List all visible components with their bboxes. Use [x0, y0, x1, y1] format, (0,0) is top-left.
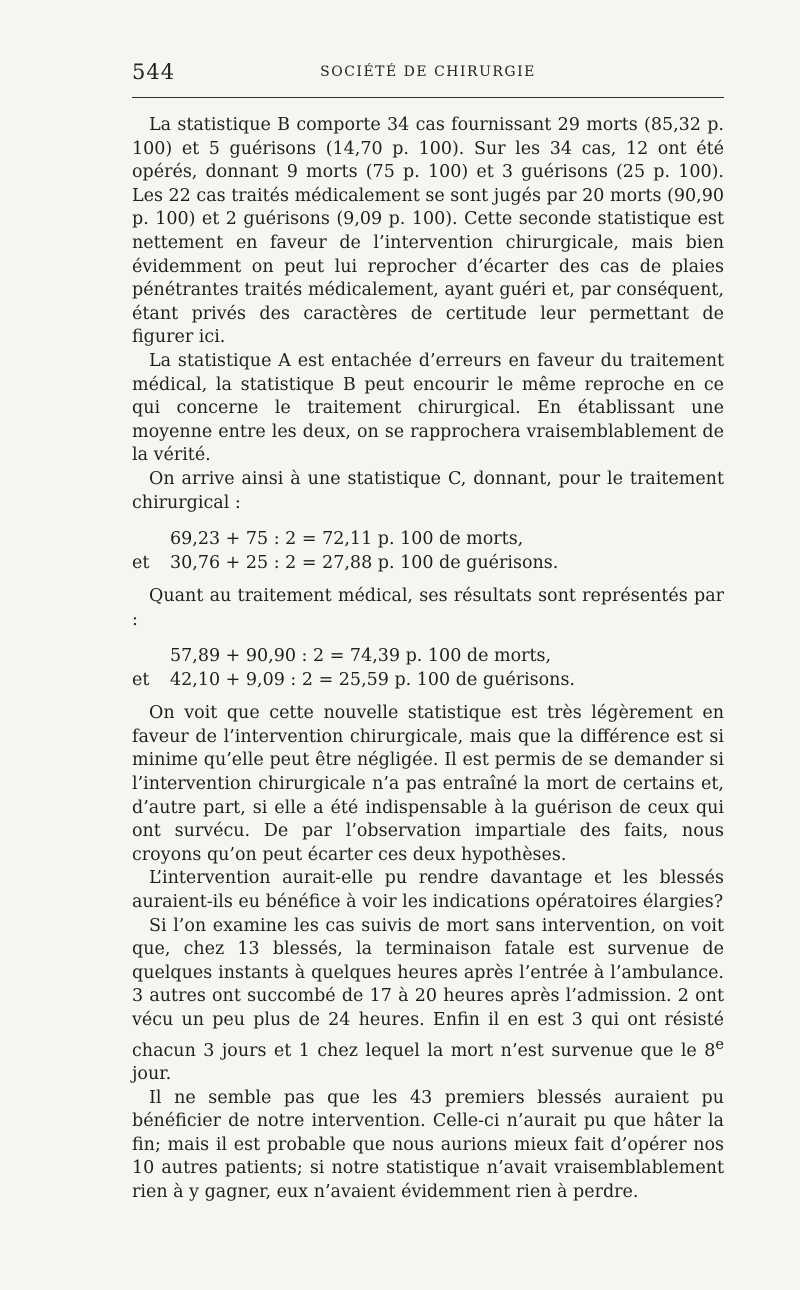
formula-line	[132, 527, 724, 551]
page-body	[132, 114, 724, 1205]
page-number: 544	[132, 60, 176, 84]
formula-expression: 69,23 + 75 : 2 = 72,11 p. 100 de morts,	[170, 529, 524, 550]
paragraph-text: Si l’on examine les cas suivis de mort sans intervention, on voit que, chez 13 blessés, la terminaison fatale est survenue de quelques instants à quelques heures après l’entrée à l’ambulance. 3 autres ont succombé de 17 à 20 heures après l’admission. 2 ont vécu un peu plus de 24 heures. Enfin il en est 3 qui ont résisté chacun 3 jours et 1 chez lequel la mort n’est survenue que le 8	[132, 915, 724, 1061]
header-rule	[132, 97, 724, 98]
paragraph-statistique-a: La statistique A est entachée d’erreurs en faveur du traitement médical, la statistique B peut encourir le même reproche en ce qui concerne le traitement chirurgical. En établissant une moyenne entre les deux, on se rapprochera vraisemblablement de la vérité.	[132, 350, 724, 466]
running-head: SOCIÉTÉ DE CHIRURGIE	[320, 64, 536, 80]
paragraph-text-end: jour.	[132, 1064, 172, 1085]
formula-lead: et	[132, 670, 150, 691]
paragraph-question: L’intervention aurait-elle pu rendre davantage et les blessés auraient-ils eu bénéfice à voir les indications opératoires élargies?	[132, 868, 724, 913]
formula-surgical	[132, 527, 724, 575]
formula-expression: 42,10 + 9,09 : 2 = 25,59 p. 100 de guérisons.	[170, 670, 575, 691]
paragraph-statistique-c: On arrive ainsi à une statistique C, donnant, pour le traitement chirurgical :	[132, 468, 724, 513]
formula-expression: 57,89 + 90,90 : 2 = 74,39 p. 100 de morts,	[170, 646, 552, 667]
formula-line	[132, 644, 724, 668]
superscript: e	[715, 1035, 724, 1053]
paragraph-traitement-medical: Quant au traitement médical, ses résultats sont représentés par :	[132, 586, 724, 630]
paragraph-conclusion: On voit que cette nouvelle statistique est très légèrement en faveur de l’intervention chirurgicale, mais que la différence est si minime qu’elle peut être négligée. Il est permis de se demander si l’intervention chirurgicale n’a pas entraîné la mort de certains et, d’autre part, si elle a été indispensable à la guérison de ceux qui ont survécu. De par l’observation impartiale des faits, nous croyons qu’on peut écarter ces deux hypothèses.	[132, 703, 724, 865]
formula-lead: et	[132, 553, 150, 574]
paragraph-cas-de-mort	[132, 915, 724, 1087]
paragraph-statistique-b: La statistique B comporte 34 cas fournissant 29 morts (85,32 p. 100) et 5 guérisons (14,70 p. 100). Sur les 34 cas, 12 ont été opérés, donnant 9 morts (75 p. 100) et 3 guérisons (25 p. 100). Les 22 cas traités médicalement se sont jugés par 20 morts (90,90 p. 100) et 2 guérisons (9,09 p. 100). Cette seconde statistique est nettement en faveur de l’intervention chirurgicale, mais bien évidemment on peut lui reprocher d’écarter des cas de plaies pénétrantes traités médicalement, ayant guéri et, par conséquent, étant privés des caractères de certitude leur permettant de figurer ici.	[132, 115, 724, 348]
formula-expression: 30,76 + 25 : 2 = 27,88 p. 100 de guérisons.	[170, 553, 559, 574]
formula-line	[132, 551, 724, 575]
paragraph-final: Il ne semble pas que les 43 premiers blessés auraient pu bénéficier de notre intervention. Celle-ci n’aurait pu que hâter la fin; mais il est probable que nous aurions mieux fait d’opérer nos 10 autres patients; si notre statistique n’avait vraisemblablement rien à y gagner, eux n’avaient évidemment rien à perdre.	[132, 1087, 724, 1202]
page-header	[132, 60, 724, 90]
formula-line	[132, 668, 724, 692]
formula-medical	[132, 644, 724, 692]
